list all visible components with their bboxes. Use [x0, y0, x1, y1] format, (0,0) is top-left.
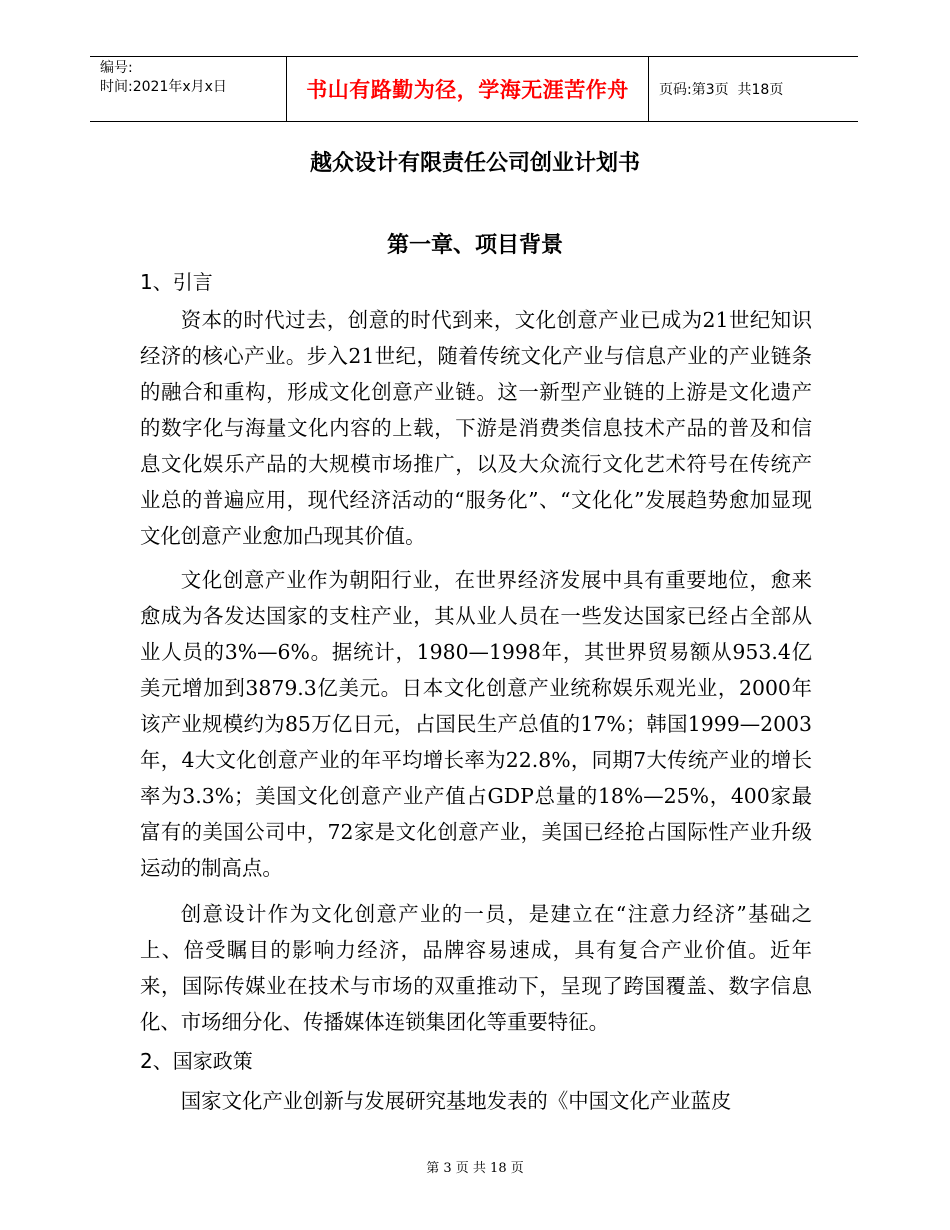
motto-text: 书山有路勤为径，学海无涯苦作舟	[306, 78, 629, 102]
document-title: 越众设计有限责任公司创业计划书	[309, 151, 640, 176]
paragraph: 文化创意产业作为朝阳行业，在世界经济发展中具有重要地位，愈来愈成为各发达国家的支柱产业，其从业人员在一些发达国家已经占全部从业人员的3%—6%。据统计，1980—1998年，其世界贸易额从953.4亿美元增加到3879.3亿美元。日本文化创意产业统称娱乐观光业，2000年该产业规模约为85万亿日元，占国民生产总值的17%；韩国1999—2003年，4大文化创意产业的年平均增长率为22.8%，同期7大传统产业的增长率为3.3%；美国文化创意产业产值占GDP总量的18%—25%，400家最富有的美国公司中，72家是文化创意产业，美国已经抢占国际性产业升级运动的制高点。	[140, 568, 812, 880]
paragraph: 资本的时代过去，创意的时代到来，文化创意产业已成为21世纪知识经济的核心产业。步入21世纪，随着传统文化产业与信息产业的产业链条的融合和重构，形成文化创意产业链。这一新型产业链的上游是文化遗产的数字化与海量文化内容的上载，下游是消费类信息技术产品的普及和信息文化娱乐产品的大规模市场推广，以及大众流行文化艺术符号在传统产业总的普遍应用，现代经济活动的“服务化”、“文化化”发展趋势愈加显现文化创意产业愈加凸现其价值。	[140, 308, 812, 548]
page-footer	[0, 1157, 950, 1176]
time-label: 时间:2021年x月x日	[100, 79, 227, 95]
number-label: 编号:	[100, 60, 133, 76]
header-page-info: 页码:第3页 共18页	[659, 82, 784, 98]
header-page-cell	[649, 57, 858, 121]
page-header	[90, 56, 858, 122]
header-meta-cell	[90, 57, 286, 121]
paragraph: 创意设计作为文化创意产业的一员，是建立在“注意力经济”基础之上、倍受瞩目的影响力经济，品牌容易速成，具有复合产业价值。近年来，国际传媒业在技术与市场的双重推动下，呈现了跨国覆盖、数字信息化、市场细分化、传播媒体连锁集团化等重要特征。	[140, 902, 812, 1034]
section-heading-introduction: 1、引言	[140, 270, 213, 294]
section-heading-national-policy: 2、国家政策	[140, 1049, 253, 1073]
paragraph: 国家文化产业创新与发展研究基地发表的《中国文化产业蓝皮	[180, 1089, 732, 1113]
header-motto-cell	[286, 57, 649, 121]
chapter-title: 第一章、项目背景	[386, 233, 563, 258]
footer-page-number: 第 3 页 共 18 页	[426, 1161, 524, 1176]
